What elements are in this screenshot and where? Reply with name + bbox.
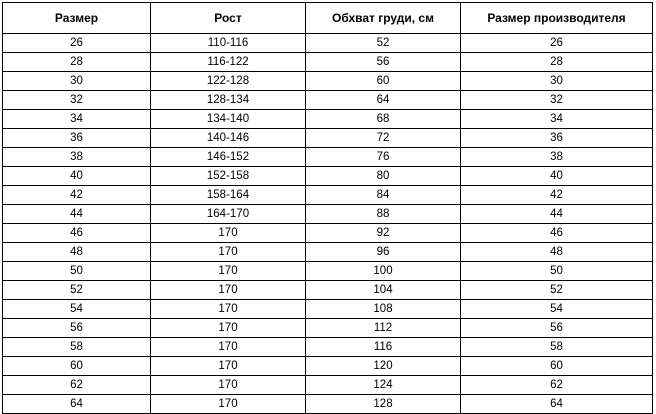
table-row: [3, 376, 653, 395]
table-row: [3, 148, 653, 167]
table-cell: 84: [306, 186, 461, 205]
table-cell: 56: [306, 53, 461, 72]
table-cell: 104: [306, 281, 461, 300]
table-cell: 134-140: [151, 110, 306, 129]
table-cell: 60: [461, 357, 653, 376]
table-cell: 68: [306, 110, 461, 129]
table-cell: 170: [151, 376, 306, 395]
table-cell: 152-158: [151, 167, 306, 186]
table-cell: 56: [461, 319, 653, 338]
table-cell: 128: [306, 395, 461, 414]
table-cell: 44: [461, 205, 653, 224]
table-cell: 28: [461, 53, 653, 72]
table-cell: 28: [3, 53, 151, 72]
table-cell: 38: [461, 148, 653, 167]
table-cell: 72: [306, 129, 461, 148]
table-row: [3, 281, 653, 300]
table-body: [3, 34, 653, 414]
table-row: [3, 357, 653, 376]
table-cell: 62: [461, 376, 653, 395]
table-row: [3, 53, 653, 72]
table-cell: 64: [461, 395, 653, 414]
table-cell: 50: [3, 262, 151, 281]
table-cell: 32: [3, 91, 151, 110]
table-cell: 170: [151, 357, 306, 376]
table-cell: 116-122: [151, 53, 306, 72]
table-cell: 64: [306, 91, 461, 110]
table-cell: 54: [3, 300, 151, 319]
table-cell: 34: [3, 110, 151, 129]
table-cell: 60: [306, 72, 461, 91]
table-cell: 30: [3, 72, 151, 91]
table-cell: 100: [306, 262, 461, 281]
table-cell: 116: [306, 338, 461, 357]
table-row: [3, 91, 653, 110]
table-cell: 170: [151, 224, 306, 243]
table-cell: 110-116: [151, 34, 306, 53]
table-row: [3, 243, 653, 262]
table-cell: 108: [306, 300, 461, 319]
table-cell: 164-170: [151, 205, 306, 224]
column-header-manufacturer-size: Размер производителя: [461, 3, 653, 34]
size-chart-container: [0, 2, 656, 409]
table-row: [3, 129, 653, 148]
table-cell: 128-134: [151, 91, 306, 110]
table-cell: 96: [306, 243, 461, 262]
table-cell: 54: [461, 300, 653, 319]
table-row: [3, 224, 653, 243]
table-cell: 44: [3, 205, 151, 224]
column-header-size: Размер: [3, 3, 151, 34]
table-row: [3, 72, 653, 91]
table-cell: 46: [461, 224, 653, 243]
table-cell: 36: [461, 129, 653, 148]
table-cell: 42: [461, 186, 653, 205]
table-cell: 42: [3, 186, 151, 205]
table-cell: 40: [3, 167, 151, 186]
table-row: [3, 338, 653, 357]
table-cell: 30: [461, 72, 653, 91]
table-cell: 52: [3, 281, 151, 300]
table-cell: 170: [151, 281, 306, 300]
table-row: [3, 319, 653, 338]
table-cell: 122-128: [151, 72, 306, 91]
table-row: [3, 205, 653, 224]
table-cell: 58: [461, 338, 653, 357]
table-cell: 76: [306, 148, 461, 167]
table-cell: 64: [3, 395, 151, 414]
table-cell: 158-164: [151, 186, 306, 205]
table-header: [3, 3, 653, 34]
column-header-chest: Обхват груди, см: [306, 3, 461, 34]
table-row: [3, 395, 653, 414]
table-cell: 170: [151, 338, 306, 357]
table-cell: 26: [461, 34, 653, 53]
table-cell: 88: [306, 205, 461, 224]
table-cell: 38: [3, 148, 151, 167]
table-cell: 48: [3, 243, 151, 262]
table-cell: 32: [461, 91, 653, 110]
table-row: [3, 110, 653, 129]
table-row: [3, 186, 653, 205]
table-cell: 92: [306, 224, 461, 243]
table-cell: 170: [151, 319, 306, 338]
table-cell: 62: [3, 376, 151, 395]
table-row: [3, 262, 653, 281]
table-cell: 120: [306, 357, 461, 376]
table-row: [3, 167, 653, 186]
table-cell: 26: [3, 34, 151, 53]
table-cell: 52: [306, 34, 461, 53]
size-chart-table: [2, 2, 653, 414]
table-cell: 170: [151, 300, 306, 319]
table-cell: 112: [306, 319, 461, 338]
table-cell: 140-146: [151, 129, 306, 148]
table-cell: 48: [461, 243, 653, 262]
table-cell: 146-152: [151, 148, 306, 167]
table-cell: 80: [306, 167, 461, 186]
table-cell: 34: [461, 110, 653, 129]
table-row: [3, 300, 653, 319]
table-cell: 56: [3, 319, 151, 338]
table-cell: 50: [461, 262, 653, 281]
table-row: [3, 34, 653, 53]
table-header-row: [3, 3, 653, 34]
table-cell: 60: [3, 357, 151, 376]
table-cell: 170: [151, 243, 306, 262]
table-cell: 170: [151, 262, 306, 281]
table-cell: 36: [3, 129, 151, 148]
table-cell: 52: [461, 281, 653, 300]
table-cell: 58: [3, 338, 151, 357]
table-cell: 40: [461, 167, 653, 186]
table-cell: 170: [151, 395, 306, 414]
table-cell: 46: [3, 224, 151, 243]
table-cell: 124: [306, 376, 461, 395]
column-header-height: Рост: [151, 3, 306, 34]
